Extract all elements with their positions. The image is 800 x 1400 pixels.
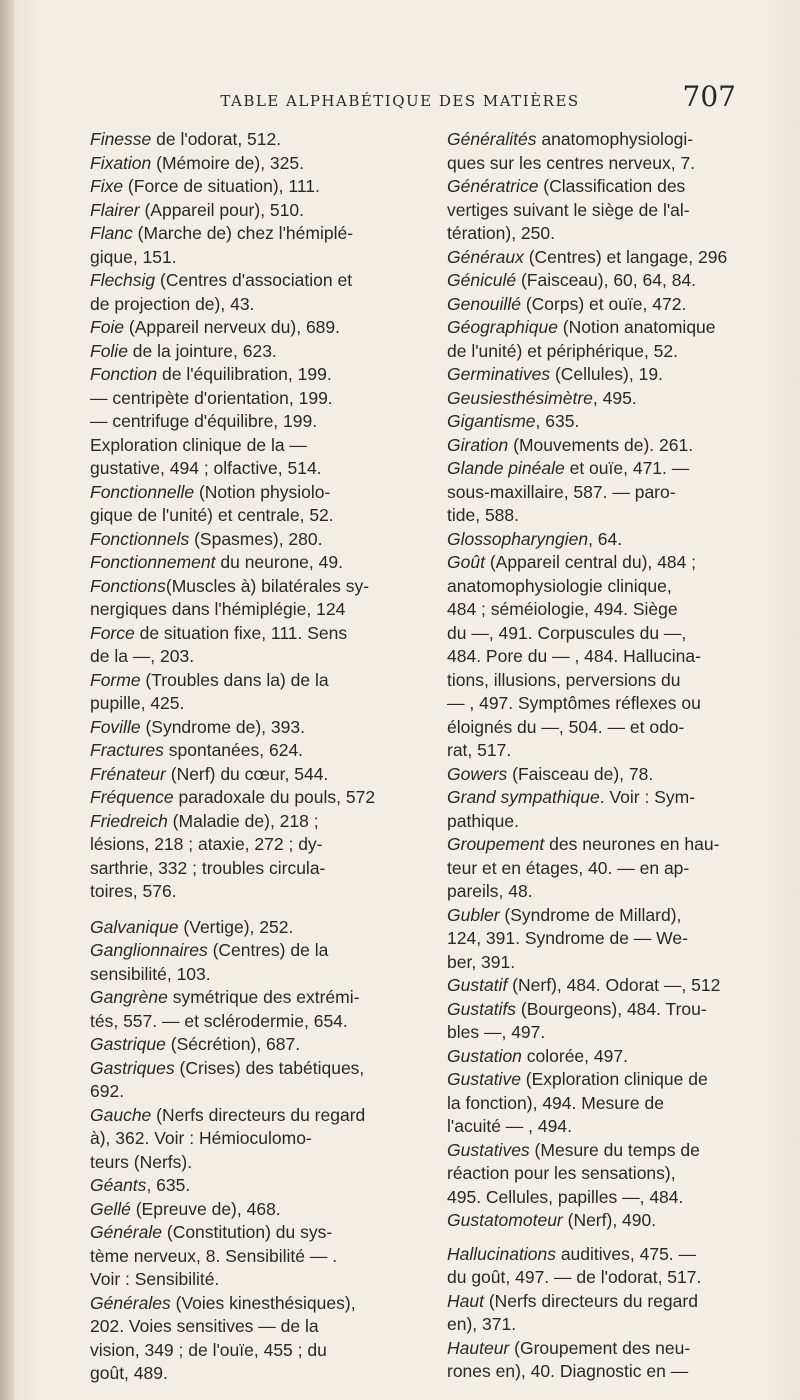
index-locators: (Muscles à) bilatérales sy- (165, 575, 370, 596)
index-locators: (Marche de) chez l'hémiplé- (132, 223, 354, 243)
index-term: Généraux (447, 246, 524, 267)
index-entry-galvanique (90, 916, 420, 940)
index-entry-gelle (90, 1198, 420, 1222)
index-locators: (Nerfs directeurs du regard (483, 1290, 698, 1311)
index-term: Géniculé (447, 270, 517, 290)
index-locators: (Mémoire de), 325. (151, 152, 304, 173)
index-locators: (Crises) des tabétiques, (174, 1057, 365, 1078)
index-term: Gowers (447, 763, 508, 784)
index-locators: paradoxale du pouls, 572 (173, 787, 376, 807)
index-locators: (Mouvements de). 261. (508, 434, 694, 455)
index-term: Gangrène (90, 987, 168, 1007)
index-term: Hauteur (447, 1337, 510, 1358)
index-term: Fonctionnels (90, 528, 190, 549)
index-locators: spontanées, 624. (163, 740, 304, 760)
index-term: Forme (90, 669, 141, 690)
letter-section-gap (447, 1233, 775, 1243)
index-term: Folie (90, 340, 128, 361)
index-term: Force (90, 622, 135, 643)
index-locators: du neurone, 49. (215, 552, 343, 572)
index-locators: de situation fixe, 111. Sens (134, 622, 348, 643)
index-entry-folie (90, 340, 420, 364)
index-entry-gangrene: Gangrène symétrique des extrémi- tés, 557. — et sclérodermie, 654. (90, 986, 420, 1033)
index-entry-flechsig: Flechsig (Centres d'association et de projection de), 43. (90, 269, 420, 316)
index-entry-gustatives: Gustatives (Mesure du temps de réaction pour les sensations), 495. Cellules, papilles —, 484. (447, 1139, 775, 1210)
index-term: Gastrique (90, 1034, 166, 1054)
index-entry-germinatives (447, 363, 775, 387)
index-term: Générales (90, 1292, 171, 1313)
index-locators: des neurones en hau- (544, 834, 720, 854)
index-entry-fonctions: Fonctions(Muscles à) bilatérales sy- nergiques dans l'hémiplégie, 124 (90, 575, 420, 622)
index-locators: (Classification des (538, 176, 686, 196)
index-term: Géographique (447, 317, 558, 337)
index-locators: (Nerfs directeurs du regard (151, 1104, 366, 1125)
index-locators: (Groupement des neu- (509, 1337, 691, 1358)
index-term: Flanc (90, 223, 133, 243)
index-locators: (Faisceau), 60, 64, 84. (516, 270, 697, 290)
index-term: Glossopharyngien (447, 528, 589, 549)
index-locators: (Appareil central du), 484 ; (484, 552, 697, 572)
index-term: Fixe (90, 176, 124, 196)
index-locators: , 495. (592, 387, 637, 408)
index-locators: , 64. (588, 528, 623, 549)
index-term: Générale (90, 1222, 162, 1242)
index-entry-frenateur (90, 763, 420, 787)
index-entry-generaux (447, 246, 775, 270)
index-term: Germinatives (447, 364, 551, 384)
index-column-left (90, 128, 420, 1386)
index-locators: (Mesure du temps de (529, 1139, 700, 1160)
index-term: Gustative (447, 1069, 521, 1089)
index-entry-gigantisme (447, 410, 775, 434)
index-locators: (Nerf), 484. Odorat —, 512 (507, 975, 721, 995)
index-entry-genicule (447, 269, 775, 293)
index-entry-gustative: Gustative (Exploration clinique de la fonction), 494. Mesure de l'acuité — , 494. (447, 1068, 775, 1139)
index-locators: (Troubles dans la) de la (140, 669, 329, 690)
index-locators: , 635. (146, 1175, 191, 1195)
index-locators: (Epreuve de), 468. (130, 1198, 281, 1219)
index-entry-gastriques: Gastriques (Crises) des tabétiques, 692. (90, 1057, 420, 1104)
index-entry-haut: Haut (Nerfs directeurs du regard en), 371. (447, 1290, 775, 1337)
index-locators: (Sécrétion), 687. (165, 1034, 301, 1054)
index-entry-ganglionnaires: Ganglionnaires (Centres) de la sensibilité, 103. (90, 939, 420, 986)
index-locators: , 635. (535, 411, 580, 431)
index-term: Gauche (90, 1104, 152, 1125)
index-entry-forme: Forme (Troubles dans la) de la pupille, 425. (90, 669, 420, 716)
page-binding-shadow (0, 0, 14, 1400)
index-entry-text (447, 1384, 448, 1385)
index-entry-gubler: Gubler (Syndrome de Millard), 124, 391. Syndrome de — We- ber, 391. (447, 904, 775, 975)
index-term: Généralités (447, 129, 537, 149)
index-locators: anatomophysiologi- (536, 129, 694, 149)
index-locators: (Centres) de la (207, 940, 329, 960)
index-entry-fonctionnelle: Fonctionnelle (Notion physiolo- gique de l'unité) et centrale, 52. (90, 481, 420, 528)
index-term: Fonctionnement (90, 552, 216, 572)
index-entry-generales: Générales (Voies kinesthésiques), 202. Voies sensitives — de la vision, 349 ; de l'ouïe, 455 ; du goût, 489. (90, 1292, 420, 1386)
index-entry-geants (90, 1174, 420, 1198)
index-term: Flechsig (90, 270, 156, 290)
index-entry-text (90, 1386, 91, 1387)
index-term: Fonctions (90, 575, 166, 596)
index-term: Gellé (90, 1198, 131, 1219)
index-entry-friedreich: Friedreich (Maladie de), 218 ; lésions, 218 ; ataxie, 272 ; dy- sarthrie, 332 ; troubles circula- toires, 576. (90, 810, 420, 904)
index-entry-fonction: Fonction de l'équilibration, 199. — centripète d'orientation, 199. — centrifuge d'équilibre, 199. Exploration clinique de la — gustative, 494 ; olfactive, 514. (90, 363, 420, 481)
index-locators: (Exploration clinique de (520, 1069, 708, 1089)
index-locators: . Voir : Sym- (599, 787, 696, 807)
index-entry-generale: Générale (Constitution) du sys- tème nerveux, 8. Sensibilité — . Voir : Sensibilité. (90, 1221, 420, 1292)
index-term: Ganglionnaires (90, 940, 208, 960)
index-locators: (Nerf) du cœur, 544. (165, 763, 329, 784)
index-term: Friedreich (90, 810, 168, 831)
index-term: Gubler (447, 904, 500, 925)
index-locators: (Voies kinesthésiques), (170, 1292, 356, 1313)
index-locators: de l'équilibration, 199. (157, 364, 332, 384)
index-locators: (Bourgeons), 484. Trou- (516, 998, 707, 1019)
index-term: Hallucinations (447, 1243, 556, 1264)
index-entry-groupement: Groupement des neurones en hau- teur et en étages, 40. — en ap- pareils, 48. (447, 833, 775, 904)
index-locators: (Force de situation), 111. (123, 176, 320, 196)
index-term: Haut (447, 1290, 484, 1311)
index-entry-geusiesthesimetre (447, 387, 775, 411)
index-entry-gastrique (90, 1033, 420, 1057)
index-term: Géants (90, 1175, 147, 1195)
index-term: Frénateur (90, 763, 166, 784)
index-entry-glande-pineale: Glande pinéale et ouïe, 471. — sous-maxillaire, 587. — paro- tide, 588. (447, 457, 775, 528)
index-entry-fractures (90, 739, 420, 763)
index-entry-geographique: Géographique (Notion anatomique de l'unité) et périphérique, 52. (447, 316, 775, 363)
index-term: Gustatomoteur (447, 1210, 563, 1230)
index-locators: (Spasmes), 280. (189, 528, 323, 549)
index-term: Giration (447, 434, 509, 455)
index-locators: (Syndrome de Millard), (499, 904, 682, 925)
index-term: Groupement (447, 834, 545, 854)
index-term: Genouillé (447, 293, 521, 314)
index-term: Geusiesthésimètre (447, 387, 593, 408)
index-term: Finesse (90, 129, 152, 149)
index-entry-foville (90, 716, 420, 740)
index-entry-hauteur: Hauteur (Groupement des neu- rones en), 40. Diagnostic en — (447, 1337, 775, 1384)
index-entry-gout: Goût (Appareil central du), 484 ; anatomophysiologie clinique, 484 ; séméiologie, 494. Siège du —, 491. Corpuscules du —, 484. Pore du — , 484. Hallucina- tions, illusions, perversions du — , 497. Symptômes réflexes ou éloignés du —, 504. — et odo- rat, 517. (447, 551, 775, 763)
index-entry-glossopharyngien (447, 528, 775, 552)
index-entry-frequence (90, 786, 420, 810)
index-locators: (Corps) et ouïe, 472. (520, 293, 687, 314)
index-locators: (Cellules), 19. (550, 364, 663, 384)
page-number: 707 (682, 80, 736, 113)
index-term: Grand sympathique (447, 787, 600, 807)
index-term: Gastriques (90, 1057, 175, 1078)
index-term: Gustation (447, 1045, 522, 1066)
index-locators: (Appareil pour), 510. (139, 199, 304, 220)
index-entry-gustation (447, 1045, 775, 1069)
index-term: Foie (90, 317, 125, 337)
index-term: Gigantisme (447, 411, 536, 431)
index-locators: (Centres d'association et (155, 270, 353, 290)
index-term: Foville (90, 716, 141, 737)
index-locators: et ouïe, 471. — (564, 458, 690, 478)
index-term: Fractures (90, 740, 164, 760)
index-entry-grand-sympathique: Grand sympathique. Voir : Sym- pathique. (447, 786, 775, 833)
index-locators: de la jointure, 623. (127, 340, 277, 361)
index-term: Goût (447, 552, 485, 572)
index-entry-foie (90, 316, 420, 340)
index-term: Gustatif (447, 975, 508, 995)
index-entry-fonctionnement (90, 551, 420, 575)
index-entry-finesse (90, 128, 420, 152)
index-locators: (Notion physiolo- (194, 481, 331, 502)
index-term: Fréquence (90, 787, 174, 807)
index-term: Fonction (90, 364, 158, 384)
index-locators: symétrique des extrémi- (167, 987, 360, 1007)
index-term: Glande pinéale (447, 458, 565, 478)
index-entry-fonctionnels (90, 528, 420, 552)
index-term: Gustatifs (447, 998, 517, 1019)
index-locators: auditives, 475. — (555, 1243, 697, 1264)
letter-section-gap (90, 904, 420, 916)
index-entry-gustatifs: Gustatifs (Bourgeons), 484. Trou- bles —, 497. (447, 998, 775, 1045)
index-entry-generatrice: Génératrice (Classification des vertiges suivant le siège de l'al- tération), 250. (447, 175, 775, 246)
index-entry-gustatif (447, 974, 775, 998)
index-entry-fixe (90, 175, 420, 199)
index-entry-hallucinations: Hallucinations auditives, 475. — du goût, 497. — de l'odorat, 517. (447, 1243, 775, 1290)
index-entry-flanc: Flanc (Marche de) chez l'hémiplé- gique, 151. (90, 222, 420, 269)
index-entry-flairer (90, 199, 420, 223)
index-term: Fonctionnelle (90, 481, 195, 502)
index-entry-force: Force de situation fixe, 111. Sens de la —, 203. (90, 622, 420, 669)
index-entry-fixation (90, 152, 420, 176)
index-locators: (Faisceau de), 78. (507, 763, 654, 784)
index-term: Fixation (90, 152, 152, 173)
index-locators: colorée, 497. (521, 1045, 628, 1066)
index-term: Génératrice (447, 176, 539, 196)
index-entry-genouille (447, 293, 775, 317)
index-locators: (Centres) et langage, 296 (523, 246, 728, 267)
index-entry-gowers (447, 763, 775, 787)
index-locators: (Constitution) du sys- (162, 1222, 333, 1242)
index-term: Flairer (90, 199, 140, 220)
index-locators: (Notion anatomique (557, 317, 716, 337)
index-entry-generalites: Généralités anatomophysiologi- ques sur les centres nerveux, 7. (447, 128, 775, 175)
index-entry-giration (447, 434, 775, 458)
index-term: Galvanique (90, 916, 179, 937)
index-locators: (Appareil nerveux du), 689. (124, 317, 341, 337)
index-entry-gustatomoteur (447, 1209, 775, 1233)
index-locators: (Nerf), 490. (562, 1210, 657, 1230)
index-column-right (447, 128, 775, 1384)
index-locators: (Maladie de), 218 ; (167, 810, 319, 831)
running-head: TABLE ALPHABÉTIQUE DES MATIÈRES (220, 92, 580, 110)
index-term: Gustatives (447, 1139, 530, 1160)
index-locators: de l'odorat, 512. (151, 129, 282, 149)
index-locators: (Vertige), 252. (178, 916, 294, 937)
index-locators: (Syndrome de), 393. (140, 716, 305, 737)
index-entry-gauche: Gauche (Nerfs directeurs du regard à), 362. Voir : Hémioculomo- teurs (Nerfs). (90, 1104, 420, 1175)
